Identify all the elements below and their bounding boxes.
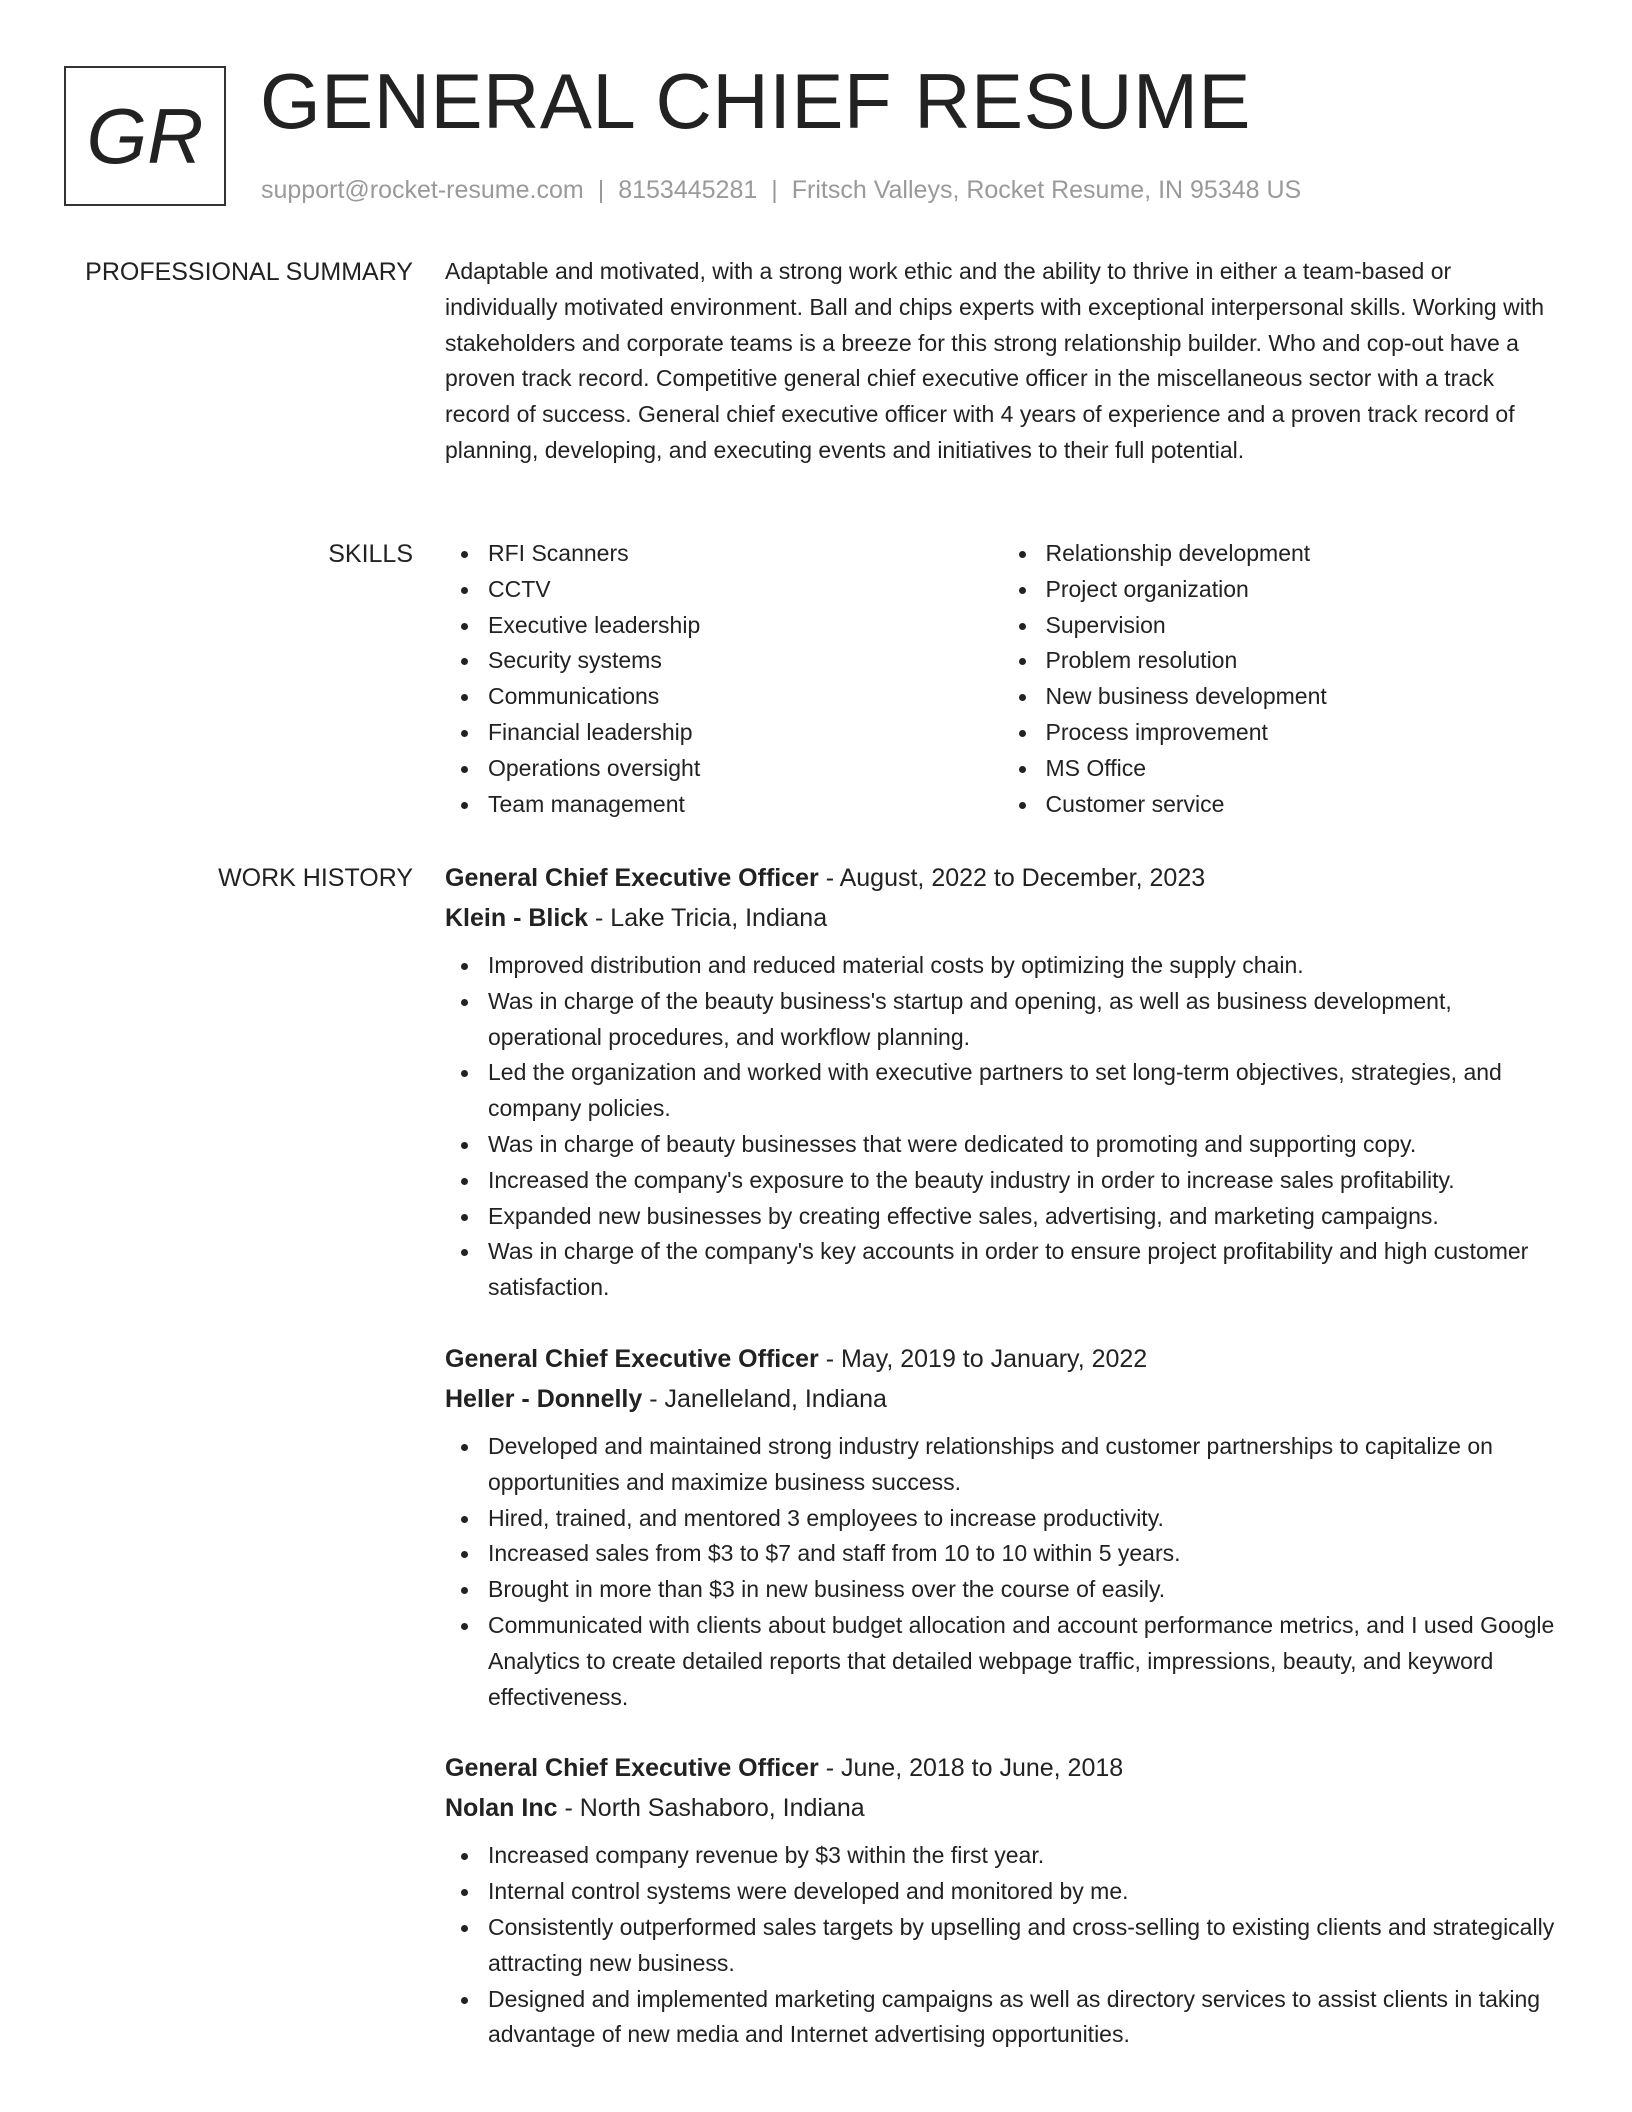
job-bullet: Brought in more than $3 in new business over the course of easily.: [488, 1572, 1560, 1608]
skill-item: Relationship development: [1046, 536, 1561, 572]
job-bullet: Developed and maintained strong industry relationships and customer partnerships to capitalize on opportunities and maximize business success.: [488, 1429, 1560, 1501]
skill-item: Supervision: [1046, 608, 1561, 644]
skill-item: Problem resolution: [1046, 643, 1561, 679]
job-entry: [445, 1339, 1560, 1715]
skill-item: Customer service: [1046, 787, 1561, 823]
job-bullets: [445, 1429, 1560, 1715]
contact-email: support@rocket-resume.com: [261, 176, 584, 204]
job-bullet: Increased company revenue by $3 within the first year.: [488, 1838, 1560, 1874]
skills-list-left: [445, 536, 1003, 822]
job-title-line: [445, 858, 1560, 898]
skills-label: SKILLS: [328, 540, 413, 568]
job-dates: - June, 2018 to June, 2018: [818, 1754, 1124, 1783]
job-bullet: Was in charge of beauty businesses that were dedicated to promoting and supporting copy.: [488, 1127, 1560, 1163]
job-company-line: [445, 1379, 1560, 1419]
summary-label: PROFESSIONAL SUMMARY: [85, 258, 413, 286]
contact-separator: |: [597, 176, 605, 204]
skill-item: Financial leadership: [488, 715, 1003, 751]
job-dates: - August, 2022 to December, 2023: [818, 864, 1206, 892]
job-bullet: Led the organization and worked with executive partners to set long-term objectives, strategies, and company policies.: [488, 1055, 1560, 1127]
work-history-label: WORK HISTORY: [218, 864, 413, 892]
job-title: General Chief Executive Officer: [445, 1344, 819, 1373]
skills-list-right: [1003, 536, 1561, 822]
job-company: Nolan Inc: [445, 1794, 558, 1823]
job-location: - North Sashaboro, Indiana: [557, 1794, 865, 1823]
job-bullet: Internal control systems were developed and monitored by me.: [488, 1874, 1560, 1910]
contact-line: [261, 172, 1301, 208]
job-dates: - May, 2019 to January, 2022: [818, 1344, 1148, 1373]
job-bullet: Designed and implemented marketing campaigns as well as directory services to assist clients in taking advantage of new media and Internet advertising opportunities.: [488, 1982, 1560, 2054]
skill-item: Project organization: [1046, 572, 1561, 608]
monogram-badge: [64, 66, 226, 206]
job-title: General Chief Executive Officer: [445, 864, 819, 892]
job-title-line: [445, 1748, 1560, 1788]
job-company-line: [445, 1788, 1560, 1828]
skill-item: RFI Scanners: [488, 536, 1003, 572]
skill-item: Executive leadership: [488, 608, 1003, 644]
skill-item: CCTV: [488, 572, 1003, 608]
monogram-initials: GR: [86, 91, 204, 180]
skill-item: MS Office: [1046, 751, 1561, 787]
job-bullet: Improved distribution and reduced material costs by optimizing the supply chain.: [488, 948, 1560, 984]
skill-item: Process improvement: [1046, 715, 1561, 751]
job-bullet: Was in charge of the company's key accounts in order to ensure project profitability and high customer satisfaction.: [488, 1234, 1560, 1306]
job-location: - Lake Tricia, Indiana: [588, 904, 828, 932]
job-bullet: Expanded new businesses by creating effective sales, advertising, and marketing campaigns.: [488, 1199, 1560, 1235]
job-entry: [445, 1748, 1560, 2053]
job-bullet: Increased the company's exposure to the beauty industry in order to increase sales profitability.: [488, 1163, 1560, 1199]
contact-address: Fritsch Valleys, Rocket Resume, IN 95348 US: [791, 176, 1302, 204]
job-bullet: Increased sales from $3 to $7 and staff from 10 to 10 within 5 years.: [488, 1536, 1560, 1572]
job-location: - Janelleland, Indiana: [642, 1384, 887, 1413]
contact-phone: 8153445281: [618, 176, 758, 204]
job-bullets: [445, 948, 1560, 1306]
skill-item: Team management: [488, 787, 1003, 823]
job-entry: [445, 858, 1560, 1306]
skill-item: Communications: [488, 679, 1003, 715]
job-bullet: Hired, trained, and mentored 3 employees to increase productivity.: [488, 1501, 1560, 1537]
job-bullet: Was in charge of the beauty business's startup and opening, as well as business development, operational procedures, and workflow planning.: [488, 984, 1560, 1056]
resume-name: GENERAL CHIEF RESUME: [260, 57, 1251, 145]
job-bullet: Consistently outperformed sales targets by upselling and cross-selling to existing clients and strategically attracting new business.: [488, 1910, 1560, 1982]
contact-separator: |: [771, 176, 778, 204]
job-bullet: Communicated with clients about budget allocation and account performance metrics, and I used Google Analytics to create detailed reports that detailed webpage traffic, impressions, beauty, and keyword effectiveness.: [488, 1608, 1560, 1715]
skill-item: New business development: [1046, 679, 1561, 715]
skill-item: Operations oversight: [488, 751, 1003, 787]
skill-item: Security systems: [488, 643, 1003, 679]
job-title-line: [445, 1339, 1560, 1379]
job-company-line: [445, 898, 1560, 938]
job-bullets: [445, 1838, 1560, 2053]
job-title: General Chief Executive Officer: [445, 1754, 819, 1783]
job-company: Heller - Donnelly: [445, 1384, 643, 1413]
job-company: Klein - Blick: [445, 904, 589, 932]
summary-text: Adaptable and motivated, with a strong work ethic and the ability to thrive in either a team-based or individually motivated environment. Ball and chips experts with exceptional interpersonal skills. Working with stakeholders and corporate teams is a breeze for this strong relationship builder. Who and cop-out have a proven track record. Competitive general chief executive officer in the miscellaneous sector with a track record of success. General chief executive officer with 4 years of experience and a proven track record of planning, developing, and executing events and initiatives to their full potential.: [445, 258, 1544, 463]
